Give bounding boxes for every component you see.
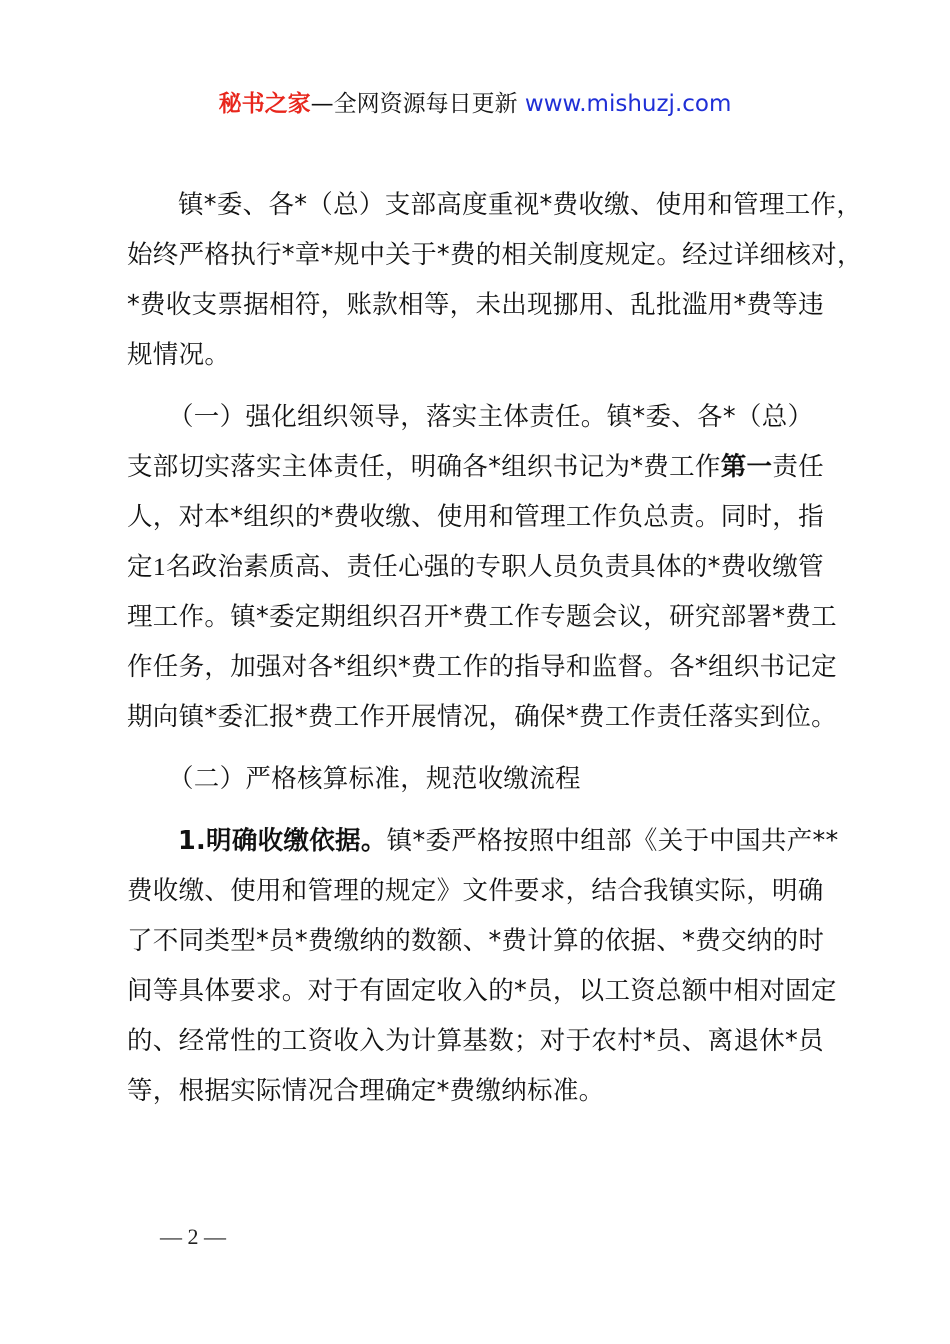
paragraph-line: 了不同类型*员*费缴纳的数额、*费计算的依据、*费交纳的时	[127, 926, 825, 956]
text-segment: 责任	[772, 452, 824, 482]
section-heading-1: （一）强化组织领导，落实主体责任。镇*委、各*（总）	[168, 402, 814, 432]
paragraph-line: 等，根据实际情况合理确定*费缴纳标准。	[127, 1076, 605, 1106]
section-heading-2: （二）严格核算标准，规范收缴流程	[168, 764, 581, 794]
site-url-link[interactable]: www.mishuzj.com	[524, 91, 732, 117]
paragraph-line	[178, 824, 908, 858]
banner-tagline: —全网资源每日更新	[310, 91, 525, 117]
text-segment: 支部切实落实主体责任，明确各*组织书记为*费工作	[127, 452, 721, 482]
page-number: — 2 —	[160, 1224, 226, 1249]
text-segment: 定	[127, 552, 153, 582]
bold-subheading: 1.明确收缴依据。	[178, 826, 387, 856]
paragraph-line: 理工作。镇*委定期组织召开*费工作专题会议，研究部署*费工	[127, 602, 837, 632]
brand-name: 秘书之家	[218, 91, 311, 117]
paragraph-line: 间等具体要求。对于有固定收入的*员，以工资总额中相对固定	[127, 976, 837, 1006]
text-segment: 名政治素质高、责任心强的专职人员负责具体的*费收缴管	[165, 552, 824, 582]
site-banner	[0, 88, 950, 120]
paragraph-line: *费收支票据相符，账款相等，未出现挪用、乱批滥用*费等违	[127, 290, 824, 320]
paragraph-line: 始终严格执行*章*规中关于*费的相关制度规定。经过详细核对，	[127, 240, 863, 270]
paragraph-line: 镇*委、各*（总）支部高度重视*费收缴、使用和管理工作，	[178, 190, 863, 220]
paragraph-line	[127, 450, 857, 484]
paragraph-line: 规情况。	[127, 340, 231, 370]
paragraph-line: 费收缴、使用和管理的规定》文件要求，结合我镇实际，明确	[127, 876, 824, 906]
paragraph-line	[127, 550, 857, 584]
number-text: 1	[152, 552, 166, 581]
paragraph-line: 作任务，加强对各*组织*费工作的指导和监督。各*组织书记定	[127, 652, 837, 682]
bold-text: 第一	[720, 452, 773, 482]
paragraph-line: 的、经常性的工资收入为计算基数；对于农村*员、离退休*员	[127, 1026, 824, 1056]
paragraph-line: 人，对本*组织的*费收缴、使用和管理工作负总责。同时，指	[127, 502, 824, 532]
paragraph-line: 期向镇*委汇报*费工作开展情况，确保*费工作责任落实到位。	[127, 702, 837, 732]
text-segment: 镇*委严格按照中组部《关于中国共产**	[386, 826, 839, 856]
